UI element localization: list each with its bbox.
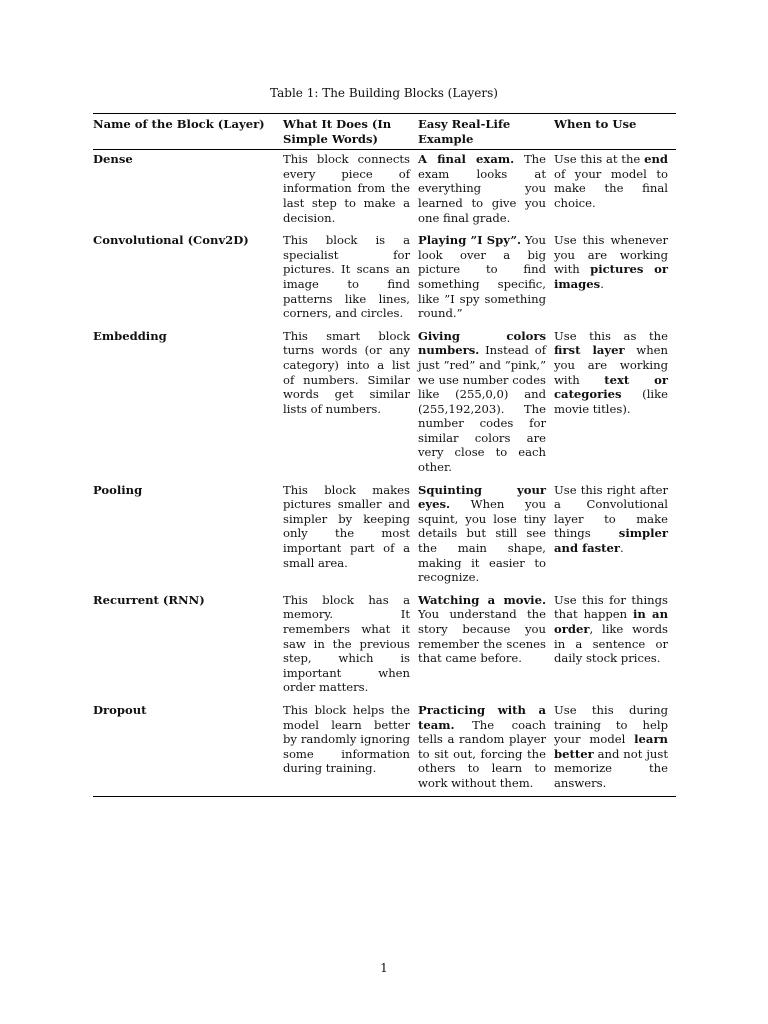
- when-to-use-text: Use this whenever you are working with: [554, 233, 668, 277]
- table-row: [93, 700, 676, 796]
- when-to-use-emphasis: text or categories: [554, 372, 668, 402]
- example-cell: [418, 233, 554, 321]
- example-text: Instead of just ”red” and ”pink,” we use number codes like (255,0,0) and (255,192,203). The number codes for similar colors are very close to each other.: [418, 343, 546, 475]
- table-row: [93, 326, 676, 480]
- block-name-cell: Embedding: [93, 328, 167, 343]
- when-to-use-cell: [554, 329, 676, 475]
- example-cell: [418, 329, 554, 475]
- when-to-use-cell: [554, 152, 676, 225]
- example-title: Watching a movie.: [418, 592, 546, 607]
- when-to-use-text: when you are working with: [554, 343, 668, 387]
- when-to-use-emphasis: in an order: [554, 607, 668, 636]
- example-text: The exam looks at everything you learned to give you one final grade.: [418, 152, 547, 225]
- page-number: 1: [380, 961, 388, 975]
- when-to-use-emphasis: first layer: [554, 343, 625, 358]
- block-name-cell: Dense: [93, 152, 133, 167]
- header-when-to-use: When to Use: [554, 117, 637, 131]
- when-to-use-text: Use this right after a Convolutional layer to make things: [554, 482, 668, 541]
- example-cell: [418, 152, 554, 225]
- when-to-use-emphasis: simpler and faster: [554, 526, 668, 556]
- example-cell: [418, 703, 554, 791]
- when-to-use-cell: [554, 593, 676, 695]
- example-text: The coach tells a random player to sit out, forcing the others to learn to work without them.: [418, 717, 546, 790]
- what-it-does-cell: This block helps the model learn better by randomly ignoring some information during training.: [283, 702, 410, 776]
- header-example: Easy Real-Life Example: [418, 117, 511, 146]
- example-title: Squinting your eyes.: [418, 482, 546, 512]
- block-name-cell: Pooling: [93, 482, 143, 497]
- what-it-does-cell: This block is a specialist for pictures. It scans an image to find patterns like lines, corners, and circles.: [283, 233, 410, 321]
- when-to-use-text: Use this as the: [554, 328, 668, 343]
- table-row: [93, 150, 676, 230]
- table-header-row: [93, 114, 676, 150]
- when-to-use-text: , like words in a sentence or daily stock prices.: [554, 622, 668, 666]
- example-cell: [418, 483, 554, 585]
- example-title: A final exam.: [418, 152, 515, 167]
- what-it-does-cell: This smart block turns words (or any category) into a list of numbers. Similar words get similar lists of numbers.: [283, 328, 410, 416]
- example-title: Playing ”I Spy”.: [418, 233, 522, 248]
- building-blocks-table: [93, 113, 676, 797]
- when-to-use-text: of your model to make the final choice.: [554, 166, 668, 210]
- example-title: Giving colors numbers.: [418, 328, 546, 358]
- what-it-does-cell: This block has a memory. It remembers what it saw in the previous step, which is important when order matters.: [283, 592, 410, 695]
- block-name-cell: Dropout: [93, 702, 147, 717]
- table-row: [93, 590, 676, 700]
- when-to-use-text: .: [600, 276, 604, 291]
- block-name-cell: Recurrent (RNN): [93, 592, 205, 607]
- header-block-name: Name of the Block (Layer): [93, 117, 265, 131]
- header-what-it-does: What It Does (In Simple Words): [283, 117, 392, 146]
- example-text: When you squint, you lose tiny details but still see the main shape, making it easier to recognize.: [418, 497, 546, 585]
- when-to-use-text: Use this for things that happen: [554, 592, 668, 622]
- when-to-use-cell: [554, 233, 676, 321]
- what-it-does-cell: This block makes pictures smaller and simpler by keeping only the most important part of a small area.: [283, 482, 410, 570]
- when-to-use-text: (like movie titles).: [554, 387, 668, 416]
- when-to-use-text: and not just memorize the answers.: [554, 746, 668, 790]
- example-text: You understand the story because you remember the scenes that came before.: [418, 607, 546, 666]
- when-to-use-emphasis: end: [644, 152, 668, 167]
- table-body: [93, 150, 676, 795]
- when-to-use-cell: [554, 483, 676, 585]
- when-to-use-text: Use this during training to help your model: [554, 702, 668, 747]
- table-row: [93, 230, 676, 326]
- table-row: [93, 480, 676, 590]
- when-to-use-cell: [554, 703, 676, 791]
- what-it-does-cell: This block connects every piece of information from the last step to make a decision.: [283, 152, 410, 225]
- example-title: Practicing with a team.: [418, 702, 546, 732]
- example-text: You look over a big picture to find something specific, like ”I spy something round.”: [418, 233, 547, 321]
- when-to-use-text: Use this at the: [554, 152, 645, 167]
- when-to-use-text: .: [619, 541, 624, 556]
- block-name-cell: Convolutional (Conv2D): [93, 233, 249, 248]
- table-caption: Table 1: The Building Blocks (Layers): [270, 86, 498, 100]
- when-to-use-emphasis: pictures or images: [554, 262, 668, 291]
- when-to-use-emphasis: learn better: [554, 732, 668, 761]
- example-cell: [418, 593, 554, 695]
